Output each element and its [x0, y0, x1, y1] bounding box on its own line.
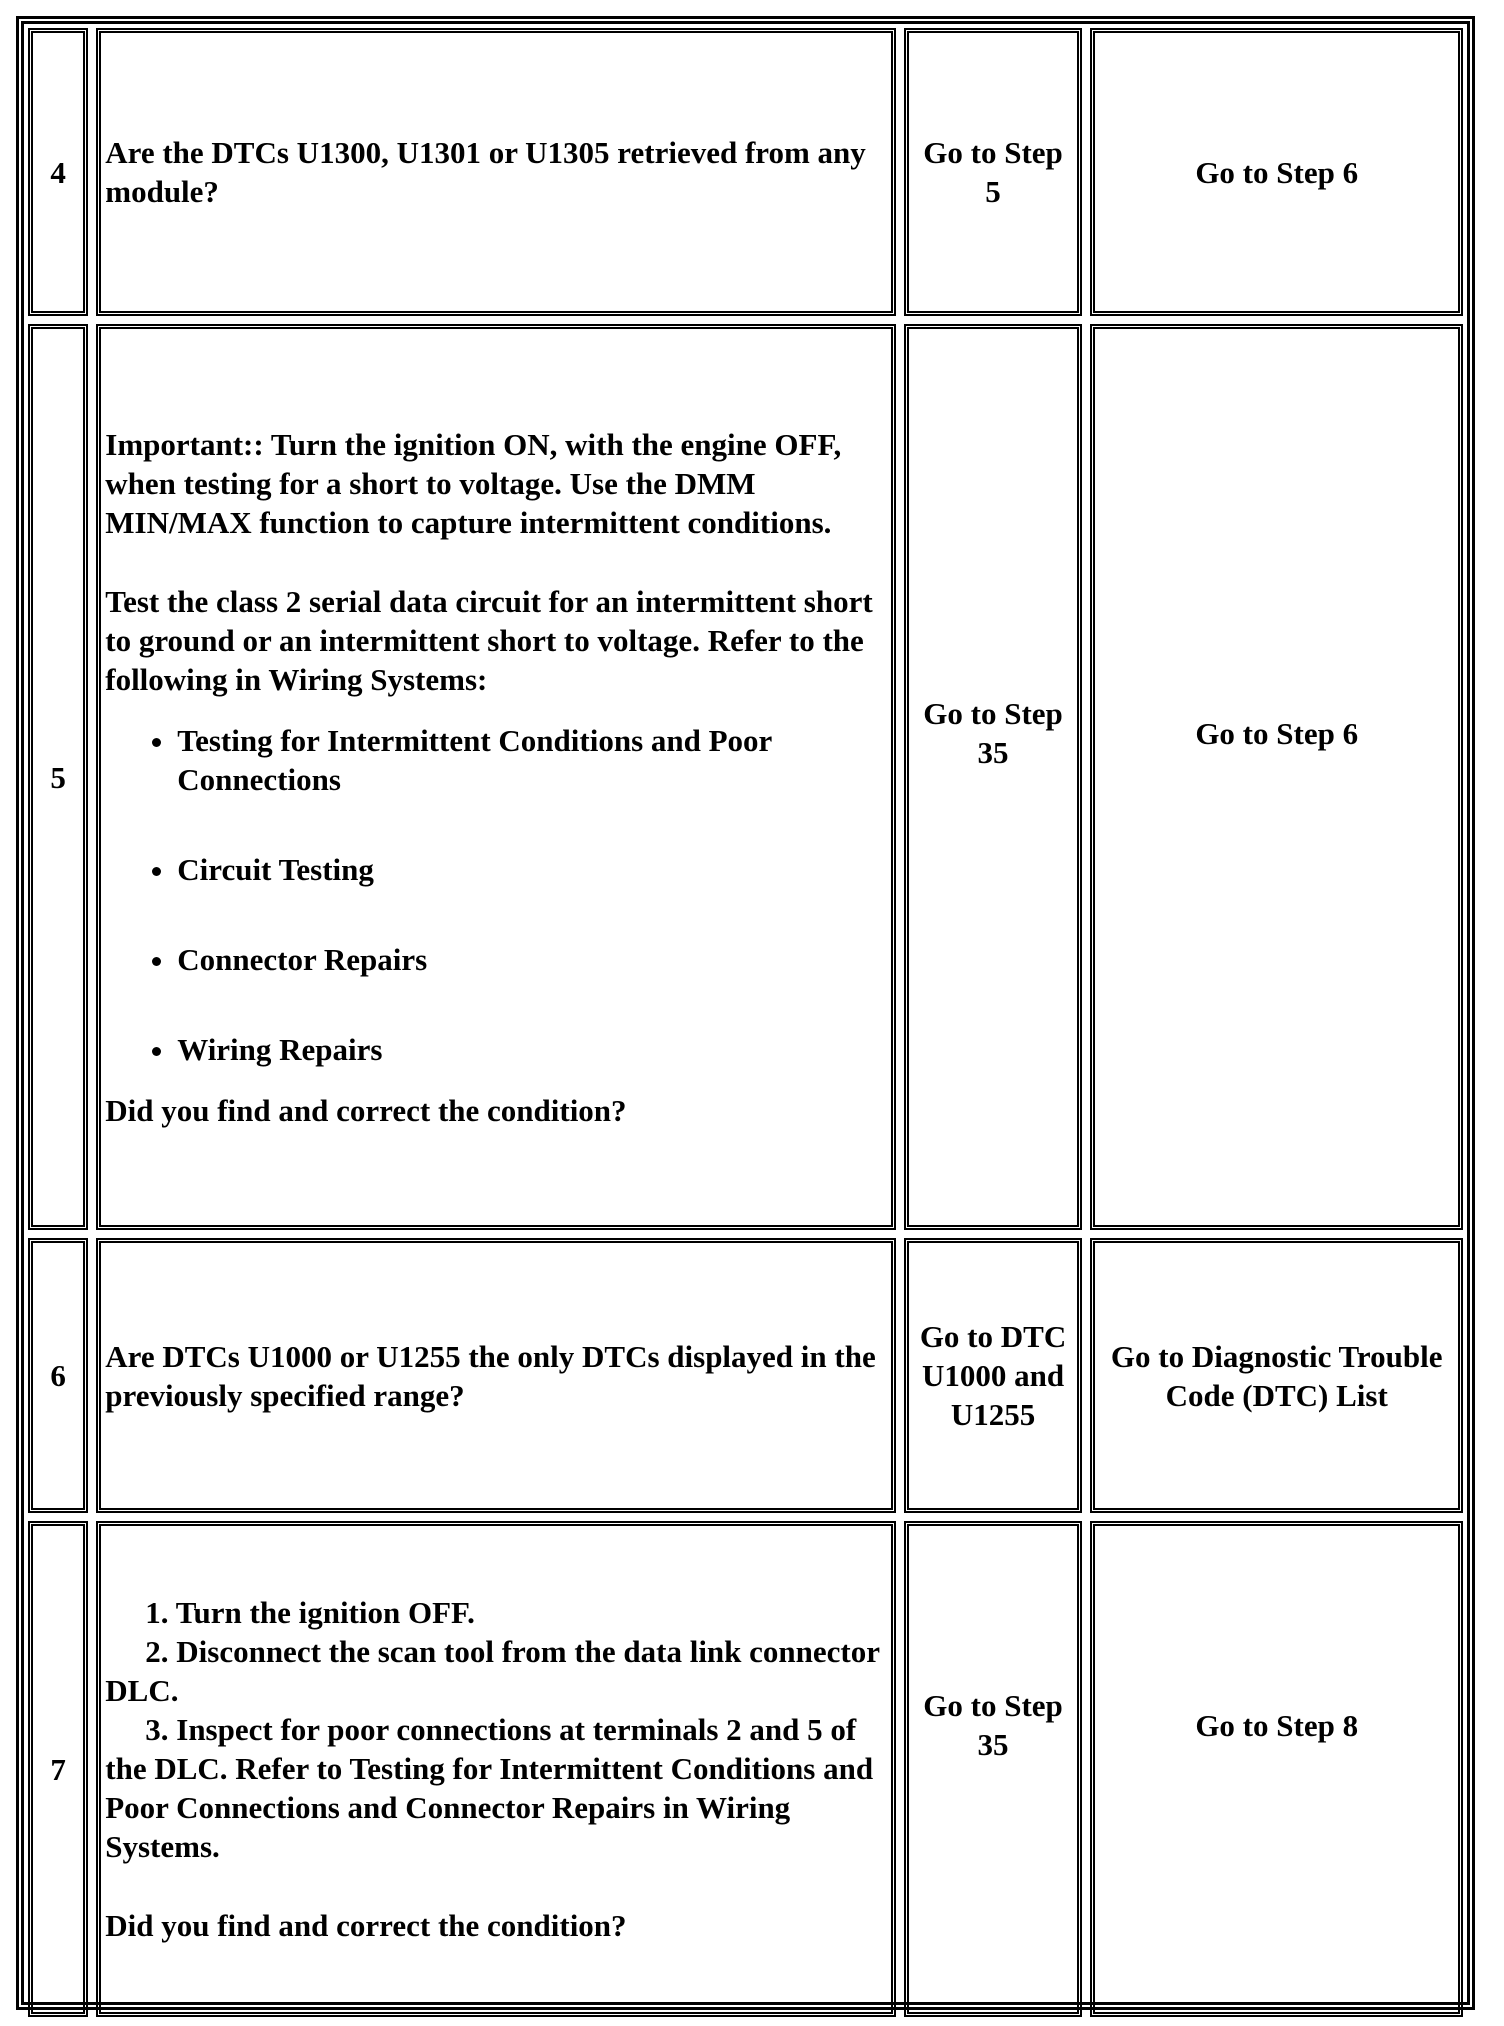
step-number: 7: [28, 1521, 88, 2017]
step-number: 4: [28, 28, 88, 316]
no-action: Go to Step 8: [1090, 1521, 1463, 2017]
no-action: Go to Step 6: [1090, 28, 1463, 316]
list-item: 2. Disconnect the scan tool from the data link connector DLC.: [105, 1634, 880, 1708]
step-action: [96, 1521, 895, 2017]
table-row: [28, 324, 1463, 1230]
step-number: 6: [28, 1238, 88, 1513]
yes-action: Go to Step 35: [904, 1521, 1083, 2017]
no-action: Go to Step 6: [1090, 324, 1463, 1230]
list-item: • Connector Repairs: [177, 940, 886, 979]
step-action: [96, 324, 895, 1230]
step-question: Did you find and correct the condition?: [105, 1092, 627, 1128]
step-question: Are DTCs U1000 or U1255 the only DTCs displayed in the previously specified range?: [96, 1238, 895, 1513]
list-item: 3. Inspect for poor connections at terminals 2 and 5 of the DLC. Refer to Testing for Intermittent Conditions and Poor Connections and Connector Repairs in Wiring Systems.: [105, 1712, 874, 1864]
table-row: [28, 1238, 1463, 1513]
no-action: Go to Diagnostic Trouble Code (DTC) List: [1090, 1238, 1463, 1513]
step-question: Are the DTCs U1300, U1301 or U1305 retrieved from any module?: [96, 28, 895, 316]
step-number: 5: [28, 324, 88, 1230]
table-row: [28, 28, 1463, 316]
substep-list: [105, 1593, 886, 1866]
yes-action: Go to Step 5: [904, 28, 1083, 316]
table-row: [28, 1521, 1463, 2017]
list-item: • Testing for Intermittent Conditions and Poor Connections: [177, 721, 886, 799]
list-item: • Wiring Repairs: [177, 1030, 886, 1069]
important-note: Important:: Turn the ignition ON, with the engine OFF, when testing for a short to voltage. Use the DMM MIN/MAX function to capture intermittent conditions.: [105, 426, 842, 540]
yes-action: Go to Step 35: [904, 324, 1083, 1230]
reference-list: [105, 721, 886, 1069]
diagnostic-steps-table: [20, 20, 1471, 2025]
list-item: 1. Turn the ignition OFF.: [145, 1595, 475, 1630]
yes-action: Go to DTC U1000 and U1255: [904, 1238, 1083, 1513]
list-item: • Circuit Testing: [177, 850, 886, 889]
step-instruction: Test the class 2 serial data circuit for an intermittent short to ground or an intermittent short to voltage. Refer to the following in Wiring Systems:: [105, 583, 873, 697]
step-question: Did you find and correct the condition?: [105, 1908, 627, 1943]
